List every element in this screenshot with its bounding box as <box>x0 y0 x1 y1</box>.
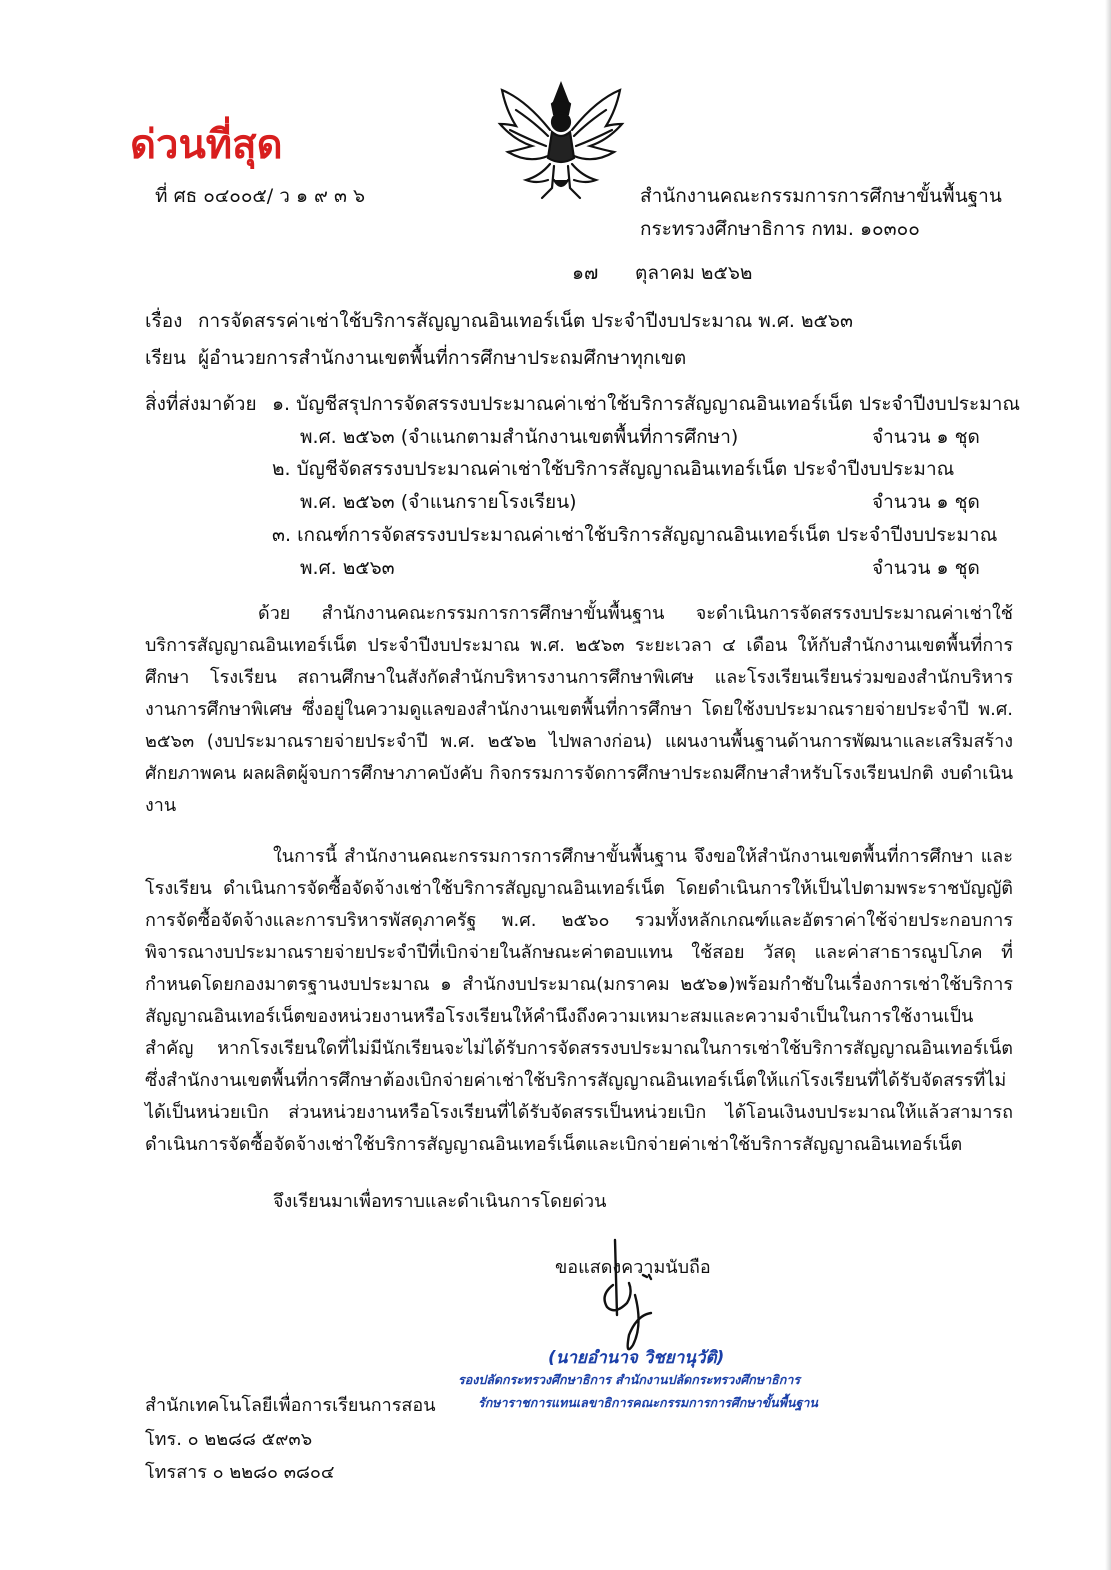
enclosure-item-3-line1: ๓. เกณฑ์การจัดสรรงบประมาณค่าเช่าใช้บริการสัญญาณอินเทอร์เน็ต ประจำปีงบประมาณ <box>272 524 998 546</box>
body-paragraph-2: ในการนี้ สำนักงานคณะกรรมการการศึกษาขั้นพื้นฐาน จึงขอให้สำนักงานเขตพื้นที่การศึกษา และโรงเรียน ดำเนินการจัดซื้อจัดจ้างเช่าใช้บริการสัญญาณอินเทอร์เน็ต โดยดำเนินการให้เป็นไปตามพระราชบัญญัติการจัดซื้อจัดจ้างและการบริหารพัสดุภาครัฐ พ.ศ. ๒๕๖๐ รวมทั้งหลักเกณฑ์และอัตราค่าใช้จ่ายประกอบการพิจารณางบประมาณรายจ่ายประจำปีที่เบิกจ่ายในลักษณะค่าตอบแทน ใช้สอย วัสดุ และค่าสาธารณูปโภค ที่กำหนดโดยกองมาตรฐานงบประมาณ ๑ สำนักงบประมาณ(มกราคม ๒๕๖๑)พร้อมกำชับในเรื่องการเช่าใช้บริการสัญญาณอินเทอร์เน็ตของหน่วยงานหรือโรงเรียนให้คำนึงถึงความเหมาะสมและความจำเป็นในการใช้งานเป็นสำคัญ หากโรงเรียนใดที่ไม่มีนักเรียนจะไม่ได้รับการจัดสรรงบประมาณในการเช่าใช้บริการสัญญาณอินเทอร์เน็ต ซึ่งสำนักงานเขตพื้นที่การศึกษาต้องเบิกจ่ายค่าเช่าใช้บริการสัญญาณอินเทอร์เน็ตให้แก่โรงเรียนที่ได้รับจัดสรรที่ไม่ได้เป็นหน่วยเบิก ส่วนหน่วยงานหรือโรงเรียนที่ได้รับจัดสรรเป็นหน่วยเบิก ได้โอนเงินงบประมาณให้แล้วสามารถดำเนินการจัดซื้อจัดจ้างเช่าใช้บริการสัญญาณอินเทอร์เน็ตและเบิกจ่ายค่าเช่าใช้บริการสัญญาณอินเทอร์เน็ต <box>145 846 1013 1155</box>
footer-tel: โทร. ๐ ๒๒๘๘ ๕๙๓๖ <box>145 1429 313 1450</box>
enclosure-item-3-qty: จำนวน ๑ ชุด <box>872 557 980 579</box>
enclosure-item-2-qty: จำนวน ๑ ชุด <box>872 491 980 513</box>
agency-name: สำนักงานคณะกรรมการการศึกษาขั้นพื้นฐาน <box>640 185 1002 207</box>
enclosure-item-1-line1: ๑. บัญชีสรุปการจัดสรรงบประมาณค่าเช่าใช้บริการสัญญาณอินเทอร์เน็ต ประจำปีงบประมาณ <box>272 393 1021 415</box>
urgency-stamp: ด่วนที่สุด <box>130 122 283 168</box>
enclosure-item-1-line2: พ.ศ. ๒๕๖๓ (จำแนกตามสำนักงานเขตพื้นที่การศึกษา) <box>300 426 739 448</box>
signatory-position-1: รองปลัดกระทรวงศึกษาธิการ สำนักงานปลัดกระทรวงศึกษาธิการ <box>458 1372 801 1387</box>
doc-number: ที่ ศธ ๐๔๐๐๕/ ว ๑ ๙ ๓ ๖ <box>155 185 366 207</box>
subject-label: เรื่อง <box>145 310 183 332</box>
date-month-year: ตุลาคม ๒๕๖๒ <box>635 262 753 284</box>
enclosure-item-2-line1: ๒. บัญชีจัดสรรงบประมาณค่าเช่าใช้บริการสัญญาณอินเทอร์เน็ต ประจำปีงบประมาณ <box>272 458 955 480</box>
enclosures-label: สิ่งที่ส่งมาด้วย <box>145 393 257 415</box>
footer-fax: โทรสาร ๐ ๒๒๘๐ ๓๘๐๔ <box>145 1462 335 1483</box>
enclosure-item-2-line2: พ.ศ. ๒๕๖๓ (จำแนกรายโรงเรียน) <box>300 491 577 513</box>
date-day: ๑๗ <box>572 262 599 284</box>
signatory-position-2: รักษาราชการแทนเลขาธิการคณะกรรมการการศึกษาขั้นพื้นฐาน <box>478 1395 818 1410</box>
body-paragraph-1: ด้วย สำนักงานคณะกรรมการการศึกษาขั้นพื้นฐาน จะดำเนินการจัดสรรงบประมาณค่าเช่าใช้บริการสัญญาณอินเทอร์เน็ต ประจำปีงบประมาณ พ.ศ. ๒๕๖๓ ระยะเวลา ๔ เดือน ให้กับสำนักงานเขตพื้นที่การศึกษา โรงเรียน สถานศึกษาในสังกัดสำนักบริหารงานการศึกษาพิเศษ และโรงเรียนเรียนร่วมของสำนักบริหารงานการศึกษาพิเศษ ซึ่งอยู่ในความดูแลของสำนักงานเขตพื้นที่การศึกษา โดยใช้งบประมาณรายจ่ายประจำปี พ.ศ. ๒๕๖๓ (งบประมาณรายจ่ายประจำปี พ.ศ. ๒๕๖๒ ไปพลางก่อน) แผนงานพื้นฐานด้านการพัฒนาและเสริมสร้างศักยภาพคน ผลผลิตผู้จบการศึกษาภาคบังคับ กิจกรรมการจัดการศึกษาประถมศึกษาสำหรับโรงเรียนปกติ งบดำเนินงาน <box>145 603 1013 816</box>
garuda-emblem-icon <box>496 80 626 204</box>
subject-text: การจัดสรรค่าเช่าใช้บริการสัญญาณอินเทอร์เน็ต ประจำปีงบประมาณ พ.ศ. ๒๕๖๓ <box>198 310 853 332</box>
footer-office: สำนักเทคโนโลยีเพื่อการเรียนการสอน <box>145 1395 436 1416</box>
page-edge-shadow <box>1105 0 1111 1570</box>
closing-line: จึงเรียนมาเพื่อทราบและดำเนินการโดยด่วน <box>273 1191 607 1212</box>
regards: ขอแสดงความนับถือ <box>555 1257 711 1278</box>
to-text: ผู้อำนวยการสำนักงานเขตพื้นที่การศึกษาประถมศึกษาทุกเขต <box>198 347 687 369</box>
signatory-name: (นายอำนาจ วิชยานุวัติ) <box>548 1348 725 1368</box>
enclosure-item-3-line2: พ.ศ. ๒๕๖๓ <box>300 557 395 579</box>
enclosure-item-1-qty: จำนวน ๑ ชุด <box>872 426 980 448</box>
to-label: เรียน <box>145 347 186 369</box>
agency-address: กระทรวงศึกษาธิการ กทม. ๑๐๓๐๐ <box>640 218 920 240</box>
